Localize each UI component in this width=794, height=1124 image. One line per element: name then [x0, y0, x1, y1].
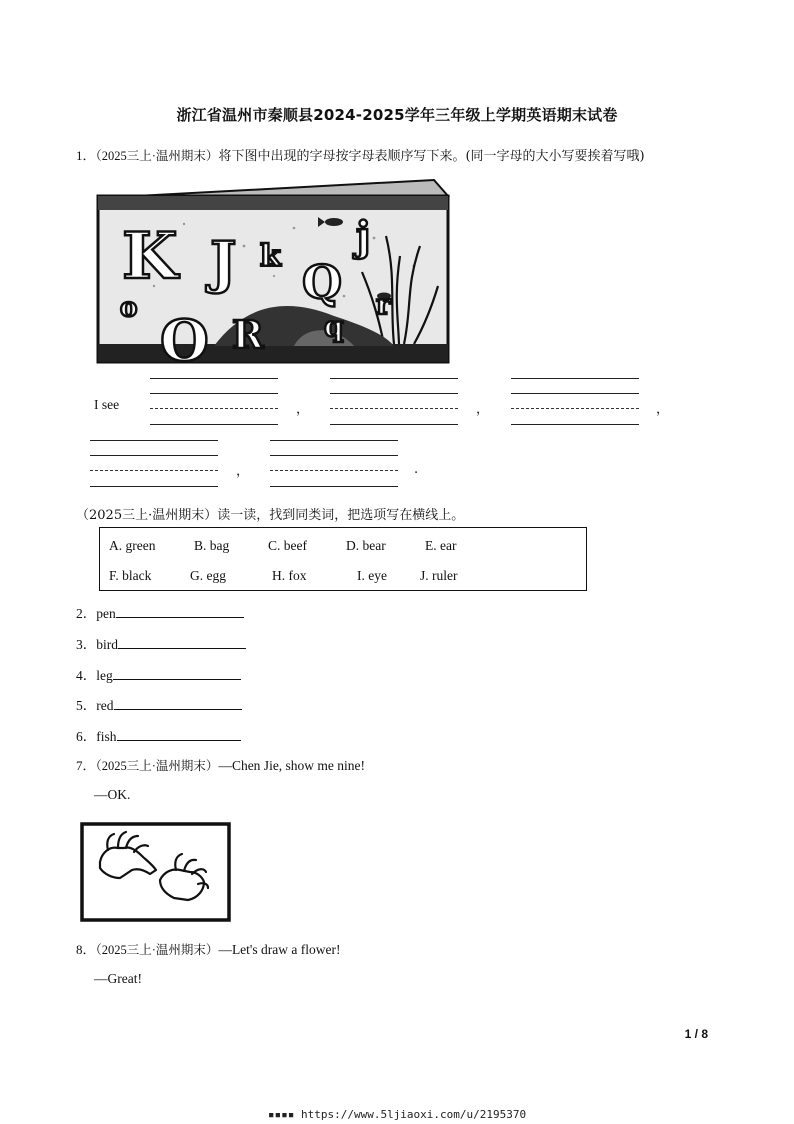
- item-number: 3．: [76, 637, 97, 652]
- option: I. eye: [357, 568, 387, 583]
- question-text: 将下图中出现的字母按字母表顺序写下来。(同一字母的大小写要挨着写哦): [218, 149, 645, 164]
- answer-blank[interactable]: [117, 728, 241, 741]
- letter-Q: Q: [302, 255, 343, 309]
- item-word: bird: [96, 637, 118, 652]
- question-number: 8．: [76, 942, 96, 957]
- answer-blank[interactable]: [118, 636, 246, 649]
- comma: ，: [656, 402, 670, 417]
- writing-grid-3[interactable]: [511, 378, 639, 424]
- item-word: leg: [96, 668, 113, 683]
- letter-o-lower: o: [120, 293, 138, 323]
- letter-r-lower: r: [376, 288, 391, 321]
- item-5: [76, 694, 242, 714]
- page-number: 1 / 8: [684, 1027, 708, 1041]
- question-number: 7．: [76, 758, 96, 773]
- item-2: [76, 602, 244, 622]
- question-source: （2025三上·温州期末）: [95, 149, 219, 163]
- option: J. ruler: [420, 568, 458, 583]
- footer-url: ▪▪▪▪ https://www.5ljiaoxi.com/u/2195370: [267, 1108, 527, 1121]
- section-2-instruction: （2025三上·温州期末）读一读，找到同类词，把选项写在横线上。: [76, 508, 465, 523]
- item-word: fish: [96, 729, 117, 744]
- comma: ，: [296, 402, 310, 417]
- question-source: （2025三上·温州期末）: [95, 943, 219, 957]
- writing-grid-2[interactable]: [330, 378, 458, 424]
- letter-O: O: [160, 308, 209, 366]
- comma: ，: [236, 464, 250, 479]
- letter-R: R: [232, 312, 264, 357]
- answer-blank[interactable]: [113, 667, 241, 680]
- question-text: —Let's draw a flower!: [218, 942, 341, 957]
- question-8: [76, 939, 340, 958]
- page-title: 浙江省温州市秦顺县2024-2025学年三年级上学期英语期末试卷: [176, 106, 618, 124]
- writing-grid-5[interactable]: [270, 440, 398, 486]
- item-number: 2．: [76, 606, 97, 621]
- answer-blank[interactable]: [114, 697, 242, 710]
- question-1: [76, 145, 645, 164]
- question-7: [76, 755, 365, 774]
- options-box: [99, 527, 587, 591]
- option: H. fox: [272, 568, 307, 583]
- period: .: [414, 462, 419, 477]
- aquarium-letters-picture: [94, 176, 450, 366]
- item-3: [76, 633, 246, 653]
- item-number: 4．: [76, 668, 97, 683]
- item-word: red: [96, 698, 114, 713]
- letter-k-lower: k: [260, 239, 281, 274]
- option: C. beef: [268, 538, 307, 553]
- letter-J: J: [210, 230, 237, 296]
- writing-grid-1[interactable]: [150, 378, 278, 424]
- question-source: （2025三上·温州期末）: [95, 759, 219, 773]
- option: D. bear: [346, 538, 386, 553]
- writing-grid-4[interactable]: [90, 440, 218, 486]
- comma: ，: [476, 402, 490, 417]
- question-text: —Chen Jie, show me nine!: [218, 758, 366, 773]
- option: A. green: [109, 538, 156, 553]
- hands-nine-picture: [80, 822, 232, 922]
- option: E. ear: [425, 538, 457, 553]
- option: G. egg: [190, 568, 226, 583]
- item-number: 5．: [76, 698, 97, 713]
- letter-q-lower: q: [324, 310, 344, 343]
- option: B. bag: [194, 538, 230, 553]
- i-see-label: I see: [94, 397, 120, 412]
- question-number: 1．: [76, 148, 96, 163]
- answer-blank[interactable]: [116, 605, 244, 618]
- letter-K: K: [122, 219, 178, 294]
- item-6: [76, 725, 241, 745]
- item-4: [76, 664, 241, 684]
- item-word: pen: [96, 606, 116, 621]
- option: F. black: [109, 568, 152, 583]
- item-number: 6．: [76, 729, 97, 744]
- letter-j-lower: j: [356, 213, 371, 260]
- reply-text: —Great!: [94, 971, 142, 986]
- reply-text: —OK.: [94, 787, 131, 802]
